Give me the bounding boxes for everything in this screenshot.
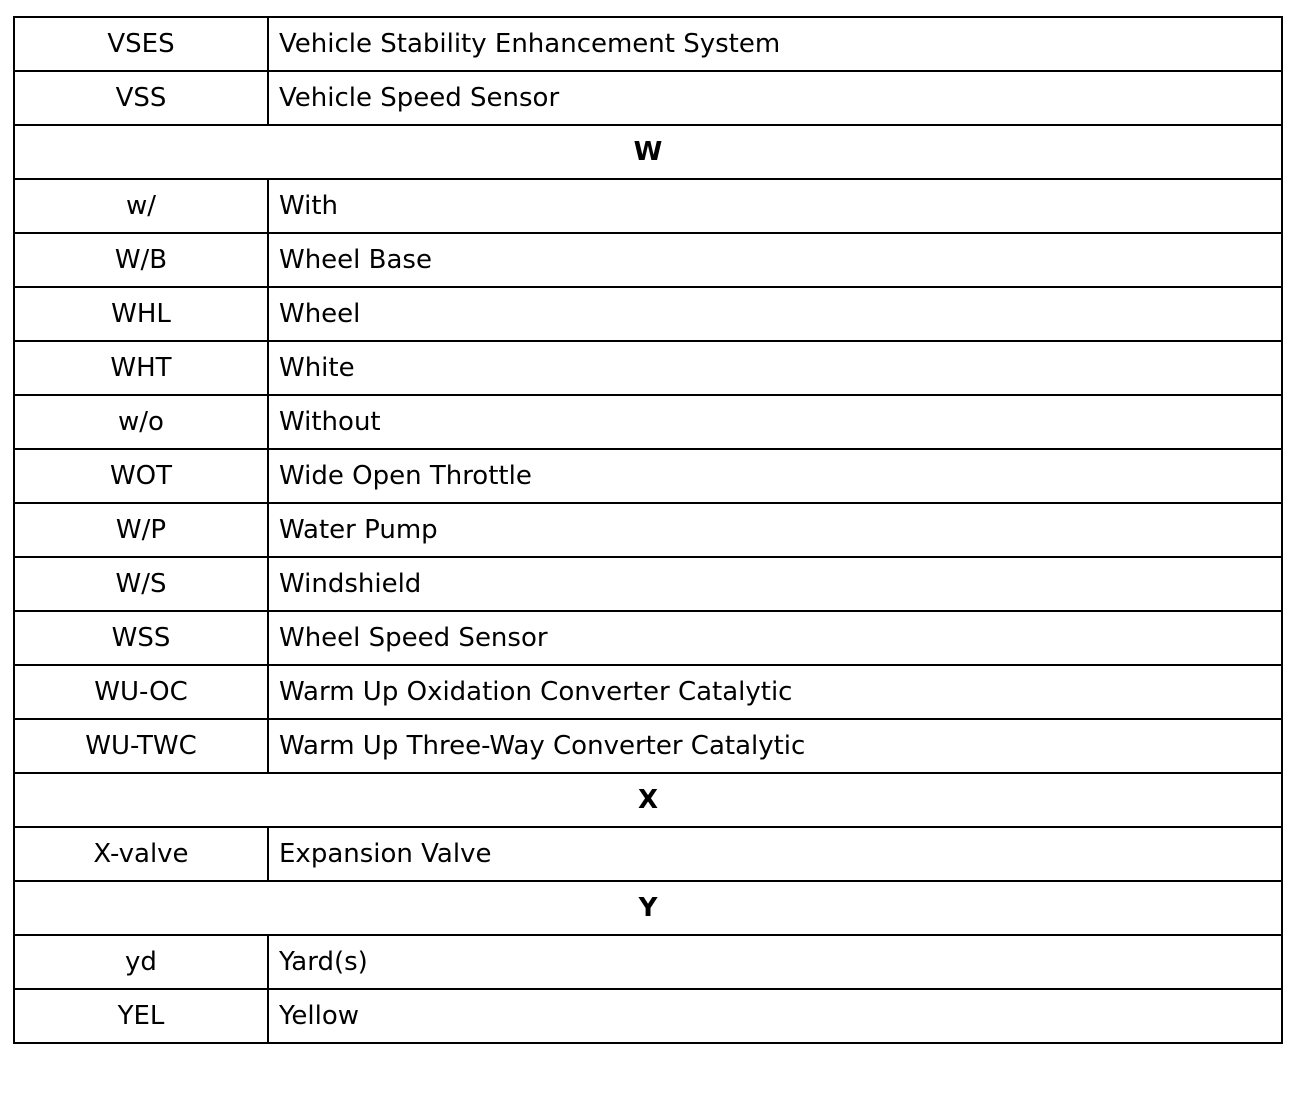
section-header-row (14, 881, 1282, 935)
table-row (14, 719, 1282, 773)
table-row (14, 341, 1282, 395)
abbreviation-cell: WHT (14, 341, 268, 395)
definition-cell: Windshield (268, 557, 1282, 611)
definition-cell: Warm Up Three-Way Converter Catalytic (268, 719, 1282, 773)
table-row (14, 449, 1282, 503)
table-row (14, 557, 1282, 611)
definition-cell: With (268, 179, 1282, 233)
abbreviation-cell: W/B (14, 233, 268, 287)
abbreviation-cell: WSS (14, 611, 268, 665)
table-row (14, 611, 1282, 665)
definition-cell: Warm Up Oxidation Converter Catalytic (268, 665, 1282, 719)
table-row (14, 935, 1282, 989)
table-row (14, 665, 1282, 719)
table-row (14, 71, 1282, 125)
abbreviation-cell: YEL (14, 989, 268, 1043)
definition-cell: Wheel Speed Sensor (268, 611, 1282, 665)
definition-cell: Vehicle Speed Sensor (268, 71, 1282, 125)
abbreviations-table (13, 16, 1283, 1044)
table-row (14, 503, 1282, 557)
table-row (14, 179, 1282, 233)
table-row (14, 233, 1282, 287)
definition-cell: Water Pump (268, 503, 1282, 557)
abbreviation-cell: w/ (14, 179, 268, 233)
table-row (14, 17, 1282, 71)
section-letter: Y (14, 881, 1282, 935)
abbreviation-cell: WHL (14, 287, 268, 341)
definition-cell: Wide Open Throttle (268, 449, 1282, 503)
abbreviation-cell: VSES (14, 17, 268, 71)
section-letter: X (14, 773, 1282, 827)
definition-cell: Without (268, 395, 1282, 449)
definition-cell: Yellow (268, 989, 1282, 1043)
table-row (14, 827, 1282, 881)
definition-cell: Wheel Base (268, 233, 1282, 287)
abbreviation-cell: WOT (14, 449, 268, 503)
definition-cell: Vehicle Stability Enhancement System (268, 17, 1282, 71)
table-row (14, 287, 1282, 341)
table-row (14, 395, 1282, 449)
definition-cell: Expansion Valve (268, 827, 1282, 881)
abbreviation-cell: WU-TWC (14, 719, 268, 773)
table-row (14, 989, 1282, 1043)
section-header-row (14, 125, 1282, 179)
definition-cell: Wheel (268, 287, 1282, 341)
abbreviation-cell: VSS (14, 71, 268, 125)
abbreviation-cell: yd (14, 935, 268, 989)
abbreviation-cell: W/S (14, 557, 268, 611)
abbreviation-cell: X-valve (14, 827, 268, 881)
abbreviation-cell: WU-OC (14, 665, 268, 719)
section-header-row (14, 773, 1282, 827)
abbreviation-cell: W/P (14, 503, 268, 557)
section-letter: W (14, 125, 1282, 179)
definition-cell: White (268, 341, 1282, 395)
abbreviations-table-body (14, 17, 1282, 1043)
abbreviation-cell: w/o (14, 395, 268, 449)
definition-cell: Yard(s) (268, 935, 1282, 989)
